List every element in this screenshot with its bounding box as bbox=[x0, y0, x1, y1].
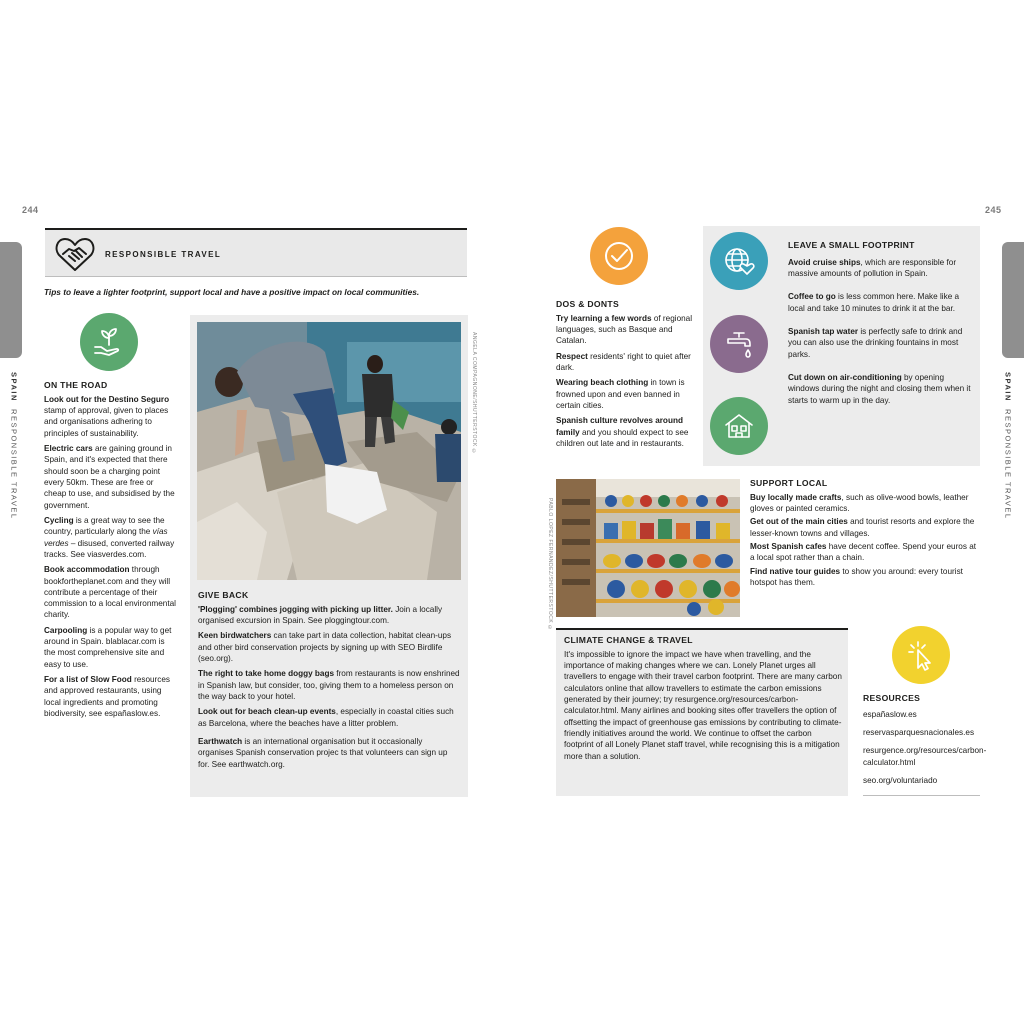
running-head-section: RESPONSIBLE TRAVEL bbox=[1003, 409, 1013, 520]
resources-column bbox=[863, 693, 987, 796]
plogging-photo bbox=[197, 322, 461, 580]
handshake-heart-icon bbox=[55, 236, 95, 277]
resource-link[interactable]: seo.org/voluntariado bbox=[863, 776, 938, 786]
list-item: Keen birdwatchers can take part in data collection, habitat clean-ups and other bird conservation projects by signing up with SEO Birdlife (seo.org). bbox=[198, 631, 452, 664]
list-item: Cut down on air-conditioning by opening windows during the night and closing them when it starts to warm up in the day. bbox=[788, 373, 971, 405]
list-item: Look out for beach clean-up events, especially in coastal cities such as Barcelona, where the beaches have a litter problem. bbox=[198, 707, 454, 728]
running-head-left bbox=[8, 372, 18, 520]
list-item: Most Spanish cafes have decent coffee. Spend your euros at a local spot rather than a chain. bbox=[750, 542, 977, 563]
globe-heart-icon bbox=[710, 232, 768, 290]
list-item: Try learning a few words of regional languages, such as Basque and Catalan. bbox=[556, 313, 693, 346]
tap-water-icon bbox=[710, 315, 768, 373]
footprint-column bbox=[788, 240, 972, 410]
list-item: Electric cars are gaining ground in Spain, and it's expected that there should soon be a charging point every 50km. These are free or cheap to use, and subsidised by the government. bbox=[44, 444, 175, 510]
list-item: Avoid cruise ships, which are responsible for massive amounts of pollution in Spain. bbox=[788, 257, 957, 279]
cursor-click-icon bbox=[892, 626, 950, 684]
list-item: Spanish culture revolves around family and you should expect to see children out late and in restaurants. bbox=[556, 416, 689, 448]
list-item: Coffee to go is less common here. Make like a local and take 10 minutes to drink it at the bar. bbox=[788, 292, 960, 313]
support-local-title: SUPPORT LOCAL bbox=[750, 478, 828, 488]
plant-in-hand-icon bbox=[80, 313, 138, 371]
photo-credit-right: PABLO LOPEZ FERNANDEZ/SHUTTERSTOCK © bbox=[546, 498, 553, 632]
list-item: Find native tour guides to show you around: every tourist hotspot has them. bbox=[750, 566, 963, 588]
climate-title: CLIMATE CHANGE & TRAVEL bbox=[564, 635, 693, 645]
on-the-road-column bbox=[44, 380, 178, 723]
page-number-left: 244 bbox=[22, 205, 39, 215]
running-head-section: RESPONSIBLE TRAVEL bbox=[9, 409, 19, 520]
house-icon bbox=[710, 397, 768, 455]
list-item: Get out of the main cities and tourist resorts and explore the lesser-known towns and villages. bbox=[750, 517, 975, 538]
footprint-title: LEAVE A SMALL FOOTPRINT bbox=[788, 240, 915, 250]
list-item: Carpooling is a popular way to get around in Spain. blablacar.com is the most comprehensive site and easy to use. bbox=[44, 625, 172, 669]
running-head-right bbox=[1002, 372, 1012, 520]
photo-credit-left: ANGELA COMPAGNONE/SHUTTERSTOCK © bbox=[470, 332, 477, 456]
on-the-road-title: ON THE ROAD bbox=[44, 380, 108, 390]
list-item: The right to take home doggy bags from restaurants is now enshrined in Spanish law, but consider, too, giving them to a homeless person on the way back to your hotel. bbox=[198, 669, 460, 702]
climate-body: It's impossible to ignore the impact we have when travelling, and the importance of making changes where we can. Lonely Planet urges all travellers to engage with their travel carbon footprint. There are many carbon calculators online that allow travellers to estimate the carbon emissions generated by their journey; try resurgence.org/resources/carbon-calculator.html. Many airlines and booking sites offer travellers the option of offsetting the impact of greenhouse gas emissions by contributing to climate-friendly initiatives around the world. We continue to offset the carbon footprint of all Lonely Planet staff travel, while recognising this is a mitigation more than a solution. bbox=[564, 649, 842, 761]
dos-donts-column bbox=[556, 299, 696, 453]
list-item: Book accommodation through bookfortheplanet.com and they will contribute a percentage of their commission to a local environmental charity. bbox=[44, 565, 176, 620]
running-head-country: SPAIN bbox=[9, 372, 19, 402]
resource-link[interactable]: resurgence.org/resources/carbon-calculator.html bbox=[863, 746, 987, 767]
checkmark-circle-icon bbox=[590, 227, 648, 285]
tagline: Tips to leave a lighter footprint, support local and have a positive impact on local communities. bbox=[44, 287, 420, 297]
support-local-column bbox=[750, 478, 980, 592]
list-item: 'Plogging' combines jogging with picking up litter. Join a locally organised excursion in Spain. See ploggingtour.com. bbox=[198, 604, 443, 626]
chapter-tab-left[interactable] bbox=[0, 242, 22, 358]
chapter-tab-right[interactable] bbox=[1002, 242, 1024, 358]
list-item: For a list of Slow Food resources and approved restaurants, using local ingredients and promoting biodiversity, see españaslow.es. bbox=[44, 675, 171, 718]
running-head-country: SPAIN bbox=[1003, 372, 1013, 402]
give-back-title: GIVE BACK bbox=[198, 590, 249, 600]
dos-donts-title: DOS & DONTS bbox=[556, 299, 619, 309]
list-item: Spanish tap water is perfectly safe to drink and you can also use the drinking fountains in most parks. bbox=[788, 327, 963, 359]
list-item: Cycling is a great way to see the country, particularly along the vías verdes – disused, converted railway tracks. See viasverdes.com. bbox=[44, 515, 175, 559]
list-item: Wearing beach clothing in town is frowned upon and even banned in certain cities. bbox=[556, 378, 685, 411]
list-item: Earthwatch is an international organisation but it occasionally organises Spanish conservation projec ts that volunteers can sign up for. See earthwatch.org. bbox=[198, 736, 448, 769]
page-number-right: 245 bbox=[985, 205, 1002, 215]
list-item: Buy locally made crafts, such as olive-wood bowls, leather gloves or painted ceramics. bbox=[750, 492, 969, 514]
responsible-travel-header bbox=[45, 228, 467, 277]
resource-link[interactable]: españaslow.es bbox=[863, 709, 917, 719]
climate-column bbox=[564, 635, 842, 766]
ceramics-shop-photo bbox=[556, 479, 740, 617]
resources-title: RESOURCES bbox=[863, 693, 921, 703]
resource-link[interactable]: reservasparquesnacionales.es bbox=[863, 728, 975, 738]
list-item: Respect residents' right to quiet after dark. bbox=[556, 351, 691, 373]
list-item: Look out for the Destino Seguro stamp of approval, given to places and organisations adhering to principles of sustainability. bbox=[44, 394, 170, 438]
give-back-column bbox=[198, 590, 460, 774]
section-title: RESPONSIBLE TRAVEL bbox=[105, 250, 222, 259]
